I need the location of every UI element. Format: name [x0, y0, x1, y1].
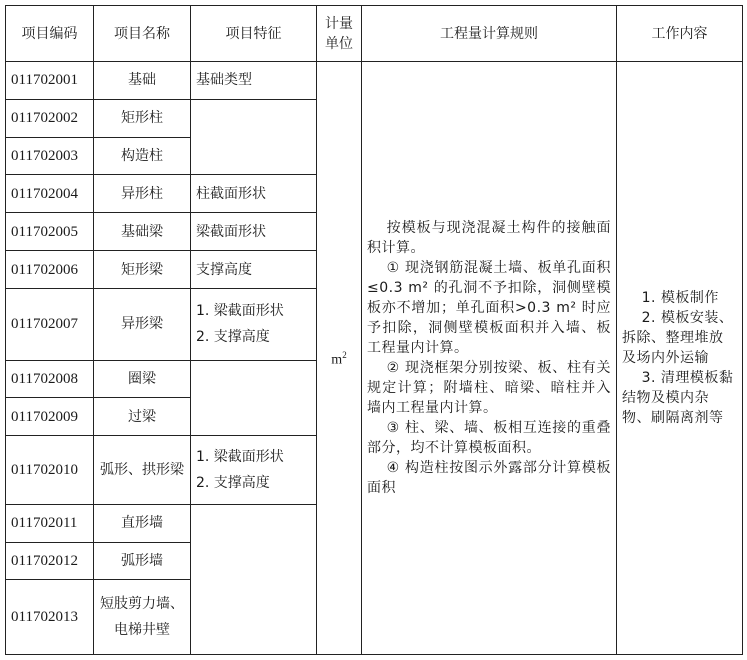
feature-line: 2. 支撑高度 [196, 329, 270, 346]
header-feature: 项目特征 [191, 6, 317, 62]
header-rule: 工程量计算规则 [362, 6, 617, 62]
work-item-2: 2. 模板安装、拆除、整理堆放及场内外运输 [622, 310, 734, 366]
rule-paragraph-1: ① 现浇钢筋混凝土墙、板单孔面积≤0.3 m² 的孔洞不予扣除，洞侧壁模板亦不增加；单孔面积>0.3 m² 时应予扣除，洞侧壁模板面积并入墙、板工程量内计算。 [367, 260, 611, 356]
unit-sup: 2 [342, 350, 347, 361]
header-row [6, 6, 743, 62]
item-name: 基础 [94, 62, 191, 100]
header-unit-line1: 计量 [325, 15, 353, 32]
rule-paragraph-3: ③ 柱、梁、墙、板相互连接的重叠部分，均不计算模板面积。 [367, 420, 611, 456]
item-code: 011702008 [6, 360, 94, 398]
item-feature-empty [191, 504, 317, 654]
item-feature-list [191, 436, 317, 505]
item-name [94, 580, 191, 655]
item-feature: 支撑高度 [191, 251, 317, 289]
item-code: 011702006 [6, 251, 94, 289]
item-name: 弧形、拱形梁 [94, 436, 191, 505]
unit-base: m [331, 352, 343, 368]
item-name: 圈梁 [94, 360, 191, 398]
header-name: 项目名称 [94, 6, 191, 62]
header-code: 项目编码 [6, 6, 94, 62]
item-code: 011702005 [6, 213, 94, 251]
rule-paragraph-2: ② 现浇框架分别按梁、板、柱有关规定计算；附墙柱、暗梁、暗柱并入墙内工程量内计算。 [367, 360, 611, 416]
item-feature-empty [191, 99, 317, 175]
item-code: 011702010 [6, 436, 94, 505]
item-code: 011702001 [6, 62, 94, 100]
table-row [6, 62, 743, 100]
work-content [617, 62, 743, 655]
item-name-line1: 短肢剪力墙、 [100, 596, 184, 613]
item-name: 过梁 [94, 398, 191, 436]
header-unit-line2: 单位 [325, 35, 353, 52]
feature-line: 2. 支撑高度 [196, 474, 270, 491]
item-code: 011702013 [6, 580, 94, 655]
unit-cell [317, 62, 362, 655]
item-code: 011702003 [6, 137, 94, 175]
rule-paragraph-4: ④ 构造柱按图示外露部分计算模板面积 [367, 460, 611, 496]
calculation-rule [362, 62, 617, 655]
item-name: 弧形墙 [94, 542, 191, 580]
item-feature: 基础类型 [191, 62, 317, 100]
item-code: 011702011 [6, 504, 94, 542]
header-unit [317, 6, 362, 62]
item-code: 011702012 [6, 542, 94, 580]
item-name: 直形墙 [94, 504, 191, 542]
item-code: 011702007 [6, 288, 94, 360]
feature-line: 1. 梁截面形状 [196, 448, 284, 465]
item-feature-empty [191, 360, 317, 436]
formwork-spec-table [5, 5, 743, 655]
item-feature: 柱截面形状 [191, 175, 317, 213]
item-name-line2: 电梯井壁 [114, 622, 170, 639]
work-item-3: 3. 清理模板黏结物及模内杂物、刷隔离剂等 [622, 370, 734, 426]
item-name: 异形柱 [94, 175, 191, 213]
item-name: 异形梁 [94, 288, 191, 360]
item-name: 基础梁 [94, 213, 191, 251]
item-code: 011702009 [6, 398, 94, 436]
item-name: 矩形梁 [94, 251, 191, 289]
item-feature-list [191, 288, 317, 360]
feature-line: 1. 梁截面形状 [196, 303, 284, 320]
header-work: 工作内容 [617, 6, 743, 62]
rule-paragraph-intro: 按模板与现浇混凝土构件的接触面积计算。 [367, 220, 611, 256]
item-code: 011702002 [6, 99, 94, 137]
item-feature: 梁截面形状 [191, 213, 317, 251]
item-name: 构造柱 [94, 137, 191, 175]
work-item-1: 1. 模板制作 [641, 290, 719, 306]
item-code: 011702004 [6, 175, 94, 213]
item-name: 矩形柱 [94, 99, 191, 137]
